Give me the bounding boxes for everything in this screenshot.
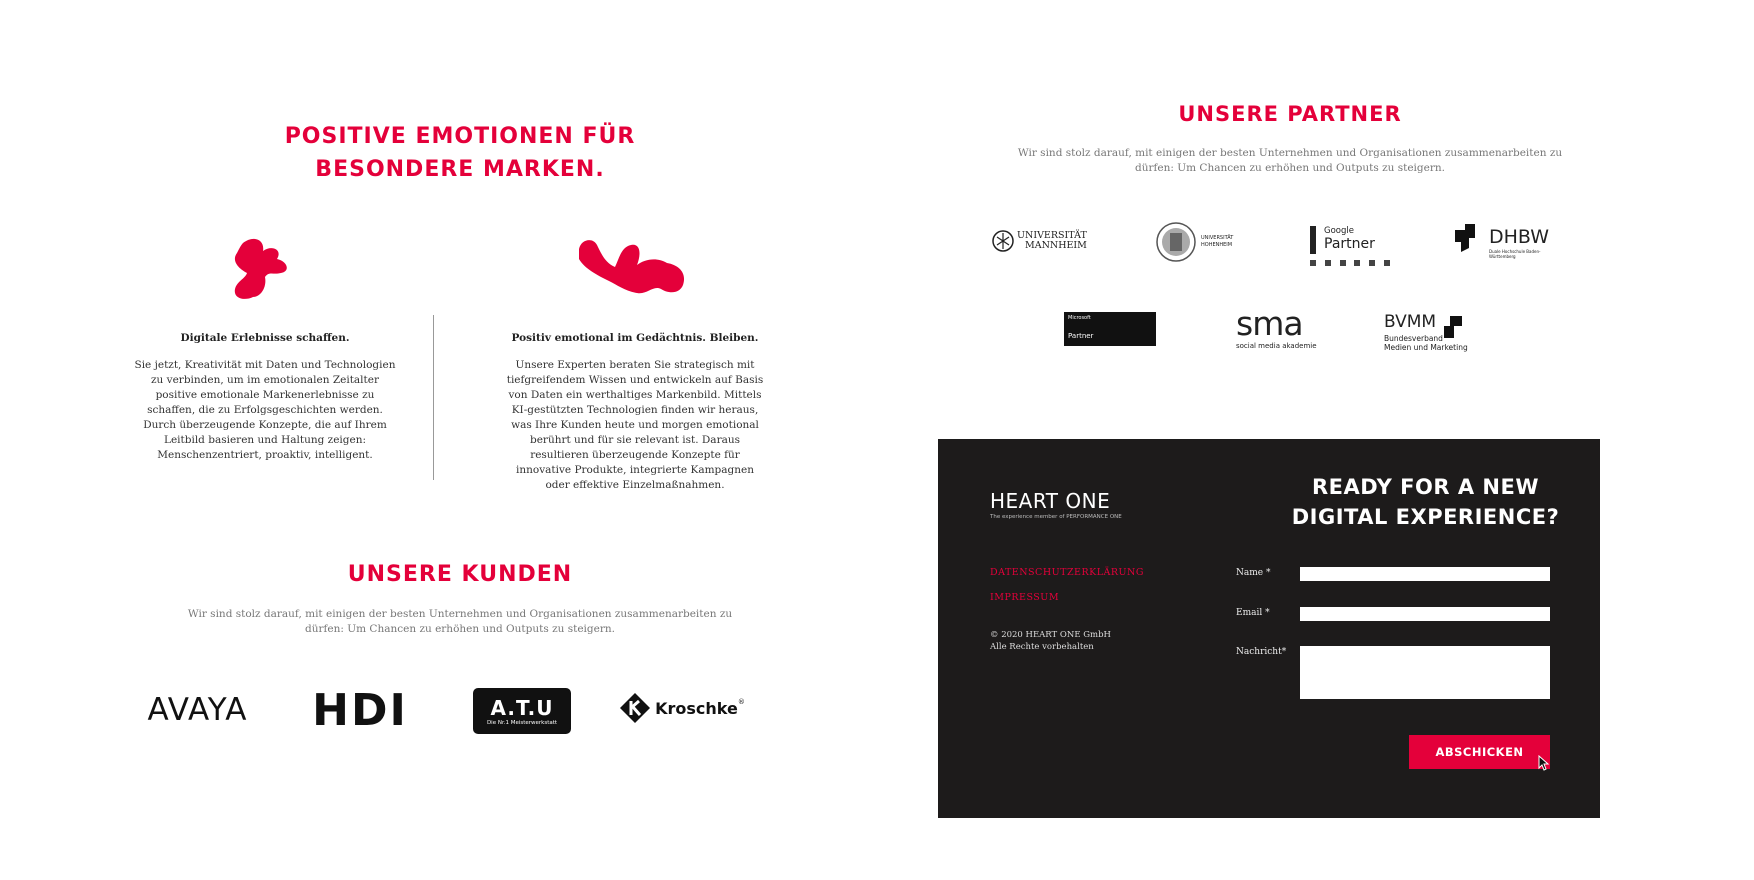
left-body-line: zu verbinden, um im emotionalen Zeitalter — [151, 374, 379, 386]
left-body-line: Durch überzeugende Konzepte, die auf Ihrem — [143, 419, 387, 431]
right-body-line: was Ihre Kunden heute und morgen emotional — [511, 419, 759, 431]
mouse-cursor-icon — [1538, 755, 1550, 771]
atu-logo-text: A.T.U — [490, 696, 554, 720]
left-body-line: Menschenzentriert, proaktiv, intelligent. — [157, 449, 373, 461]
google-product-icons — [1310, 260, 1390, 266]
dhbw-logo — [1455, 224, 1550, 262]
uni-hohenheim-logo — [1155, 220, 1250, 264]
kroschke-logo — [612, 690, 752, 726]
dhbw-subtext: Duale Hochschule Baden-Württemberg — [1489, 249, 1541, 259]
avaya-logo — [140, 690, 255, 730]
copyright-line: © 2020 HEART ONE GmbH — [990, 630, 1111, 640]
bvmm-subtext-2: Medien und Marketing — [1384, 343, 1468, 352]
emotions-heading-line1: POSITIVE EMOTIONEN FÜR — [284, 124, 636, 149]
google-partner-text: Partner — [1324, 236, 1375, 252]
splash-shape-right — [575, 235, 690, 305]
right-body-line: von Daten ein werthaltiges Markenbild. Mittels — [508, 389, 762, 401]
kunden-subtitle — [150, 607, 770, 637]
submit-button[interactable]: ABSCHICKEN — [1409, 735, 1550, 769]
kunden-subtitle-line: dürfen: Um Chancen zu erhöhen und Outputs zu steigern. — [305, 623, 615, 635]
bvmm-logo — [1384, 312, 1474, 356]
imprint-link[interactable]: IMPRESSUM — [990, 592, 1060, 603]
partner-subtitle-line: Wir sind stolz darauf, mit einigen der besten Unternehmen und Organisationen zusammenarbeiten zu — [1017, 147, 1563, 159]
atu-logo — [473, 688, 571, 734]
cta-heading-line1: READY FOR A NEW — [1311, 475, 1539, 499]
right-body-line: KI-gestützten Technologien finden wir heraus, — [511, 404, 759, 416]
right-body-line: oder effektive Einzelmaßnahmen. — [545, 479, 725, 491]
sma-subtext: social media akademie — [1236, 342, 1317, 350]
right-body-line: tiefgreifendem Wissen und entwickeln auf Basis — [506, 374, 764, 386]
left-column-title: Digitale Erlebnisse schaffen. — [180, 332, 350, 344]
left-body-line: Leitbild basieren und Haltung zeigen: — [163, 434, 367, 446]
mannheim-text-2: MANNHEIM — [1025, 240, 1087, 251]
email-label: Email * — [1236, 608, 1270, 618]
sma-text: sma — [1236, 304, 1303, 343]
right-column-body — [490, 358, 780, 493]
emotions-heading — [160, 120, 760, 186]
copyright — [990, 629, 1111, 653]
bvmm-text: BVMM — [1384, 312, 1437, 332]
bvmm-mark-icon — [1444, 316, 1462, 338]
left-column-body — [125, 358, 405, 463]
google-partner-bar — [1310, 226, 1316, 254]
google-text: Google — [1324, 226, 1354, 236]
right-column-title: Positiv emotional im Gedächtnis. Bleiben. — [511, 332, 759, 344]
kunden-heading: UNSERE KUNDEN — [347, 562, 573, 587]
cta-heading-line2: DIGITAL EXPERIENCE? — [1291, 505, 1560, 529]
microsoft-text: Microsoft — [1068, 315, 1091, 321]
message-label: Nachricht* — [1236, 647, 1287, 657]
privacy-link[interactable]: DATENSCHUTZERKLÄRUNG — [990, 567, 1144, 578]
partner-heading: UNSERE PARTNER — [1178, 102, 1402, 126]
name-label: Name * — [1236, 568, 1271, 578]
right-body-line: Unsere Experten beraten Sie strategisch mit — [515, 359, 755, 371]
hdi-logo-text: HDI — [312, 684, 408, 736]
mannheim-text-1: UNIVERSITÄT — [1017, 230, 1087, 241]
column-divider — [433, 315, 434, 480]
uni-mannheim-logo — [992, 226, 1092, 256]
microsoft-partner-text: Partner — [1068, 332, 1094, 340]
atu-logo-tagline: Die Nr.1 Meisterwerkstatt — [486, 720, 558, 726]
hohenheim-text: UNIVERSITÄT HOHENHEIM — [1201, 235, 1234, 248]
message-field[interactable] — [1300, 646, 1550, 699]
left-body-line: positive emotionale Markenerlebnisse zu — [155, 389, 375, 401]
kunden-subtitle-line: Wir sind stolz darauf, mit einigen der besten Unternehmen und Organisationen zusammenarbeiten zu — [187, 608, 733, 620]
right-body-line: berührt und für sie relevant ist. Daraus — [529, 434, 740, 446]
kroschke-registered-mark: ® — [737, 698, 745, 706]
partner-subtitle-line: dürfen: Um Chancen zu erhöhen und Outputs zu steigern. — [1135, 162, 1445, 174]
bvmm-subtext-1: Bundesverband — [1384, 334, 1443, 343]
google-partner-logo — [1310, 224, 1396, 270]
splash-shape-left — [225, 235, 305, 310]
emotions-heading-line2: BESONDERE MARKEN. — [315, 157, 605, 182]
mannheim-crest-icon — [992, 230, 1014, 252]
dhbw-mark-icon — [1455, 224, 1487, 252]
microsoft-partner-logo — [1064, 312, 1156, 346]
right-body-line: resultieren überzeugende Konzepte für — [530, 449, 740, 461]
heart-one-logo: HEART ONE — [990, 489, 1111, 513]
avaya-logo-text: AVAYA — [147, 692, 248, 728]
dhbw-text: DHBW — [1489, 226, 1550, 248]
heart-one-tagline: The experience member of PERFORMANCE ONE — [990, 514, 1122, 520]
kroschke-logo-text: Kroschke — [655, 698, 738, 718]
left-body-line: Sie jetzt, Kreativität mit Daten und Technologien — [134, 359, 396, 371]
contact-panel — [938, 439, 1600, 818]
hdi-logo — [305, 685, 415, 735]
right-body-line: innovative Produkte, integrierte Kampagnen — [516, 464, 754, 476]
partner-subtitle — [1000, 146, 1580, 176]
copyright-line: Alle Rechte vorbehalten — [990, 642, 1094, 652]
kroschke-mark-icon — [619, 692, 651, 724]
sma-logo — [1236, 304, 1317, 354]
name-field[interactable] — [1300, 567, 1550, 581]
email-field[interactable] — [1300, 607, 1550, 621]
hohenheim-seal-icon — [1155, 221, 1197, 263]
cta-heading — [1288, 472, 1563, 532]
left-body-line: schaffen, die zu Erfolgsgeschichten werden. — [147, 404, 383, 416]
